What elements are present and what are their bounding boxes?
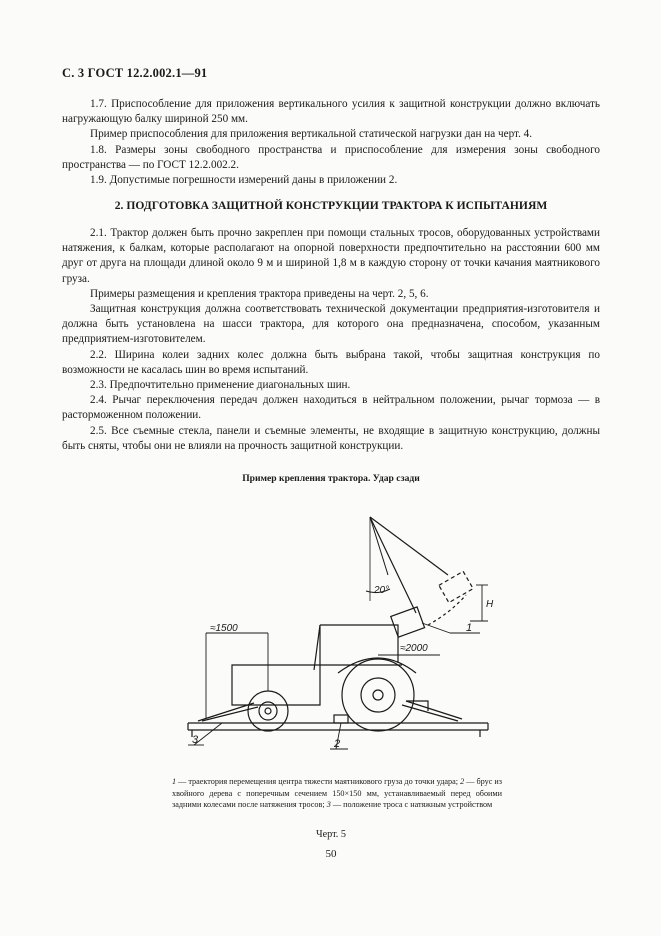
paragraph: 2.2. Ширина колеи задних колес должна быть выбрана такой, чтобы защитная конструкция по возможности не касалась шин во время испытаний. [62, 348, 600, 376]
callout-label-3: 3 [192, 734, 199, 746]
paragraph: Защитная конструкция должна соответствовать технической документации предприятия-изготовителя и должна быть установлена на шасси трактора, для которого она предназначена, способом, указанным предприятием-изготовителем. [62, 303, 600, 346]
page-header: С. 3 ГОСТ 12.2.002.1—91 [62, 66, 208, 80]
callout-label-1: 1 [466, 622, 473, 634]
intro-text [62, 97, 600, 188]
tractor [232, 625, 428, 731]
paragraph: 2.5. Все съемные стекла, панели и съемные элементы, не входящие в защитную конструкцию, должны быть сняты, чтобы они не влияли на прочность защитной конструкции. [62, 424, 600, 452]
paragraph: 2.3. Предпочтительно применение диагональных шин. [90, 379, 351, 392]
tie-down-cables [198, 701, 462, 721]
caption-num-2: 2 [460, 777, 465, 786]
figure-caption [172, 776, 502, 811]
section-text [62, 226, 600, 454]
caption-text-1: — траектория перемещения центра тяжести маятникового груза до точки удара; [176, 777, 461, 786]
wooden-beam [334, 715, 348, 723]
dim-label-left: ≈1500 [210, 623, 238, 634]
caption-num-3: 3 [326, 800, 331, 810]
section-title: 2. ПОДГОТОВКА ЗАЩИТНОЙ КОНСТРУКЦИИ ТРАКТОРА К ИСПЫТАНИЯМ [114, 199, 548, 212]
figure-title: Пример крепления трактора. Удар сзади [242, 473, 420, 484]
paragraph: 2.1. Трактор должен быть прочно закреплен при помощи стальных тросов, оборудованных устройствами натяжения, к балкам, которые располагают на опорной поверхности предпочтительно на расстоянии 600 мм друг от друга на площади длиной около 9 м и шириной 1,8 м в каждую сторону от точки качания маятникового груза. [62, 227, 600, 285]
tractor-drawing [170, 505, 510, 767]
paragraph: Примеры размещения и крепления трактора приведены на черт. 2, 5, 6. [90, 287, 429, 300]
callout-label-2: 2 [334, 738, 341, 750]
caption-text-2: — брус из хвойного дерева с поперечным сечением 150×150 мм, устанавливаемый перед обоими задними колесами после натяжения тросов; [172, 777, 502, 810]
ground-plate [188, 723, 488, 737]
paragraph: Пример приспособления для приложения вертикальной статической нагрузки дан на черт. 4. [90, 128, 533, 141]
height-label: H [486, 599, 494, 610]
figure-number: Черт. 5 [316, 829, 346, 840]
caption-num-1: 1 [172, 777, 177, 786]
angle-label: 20° [374, 585, 390, 596]
paragraph: 2.4. Рычаг переключения передач должен находиться в нейтральном положении, рычаг тормоза — в расторможенном положении. [62, 394, 600, 422]
paragraph: 1.8. Размеры зоны свободного пространства и приспособление для измерения зоны свободного пространства — по ГОСТ 12.2.002.2. [62, 143, 600, 171]
paragraph: 1.7. Приспособление для приложения вертикального усилия к защитной конструкции должно включать нагружающую балку шириной 250 мм. [62, 98, 600, 126]
pendulum [366, 517, 473, 637]
paragraph: 1.9. Допустимые погрешности измерений даны в приложении 2. [90, 174, 398, 187]
page-number: 50 [325, 848, 337, 860]
dim-label-right: ≈2000 [400, 643, 428, 654]
caption-text-3: — положение троса с натяжным устройством [330, 800, 493, 810]
